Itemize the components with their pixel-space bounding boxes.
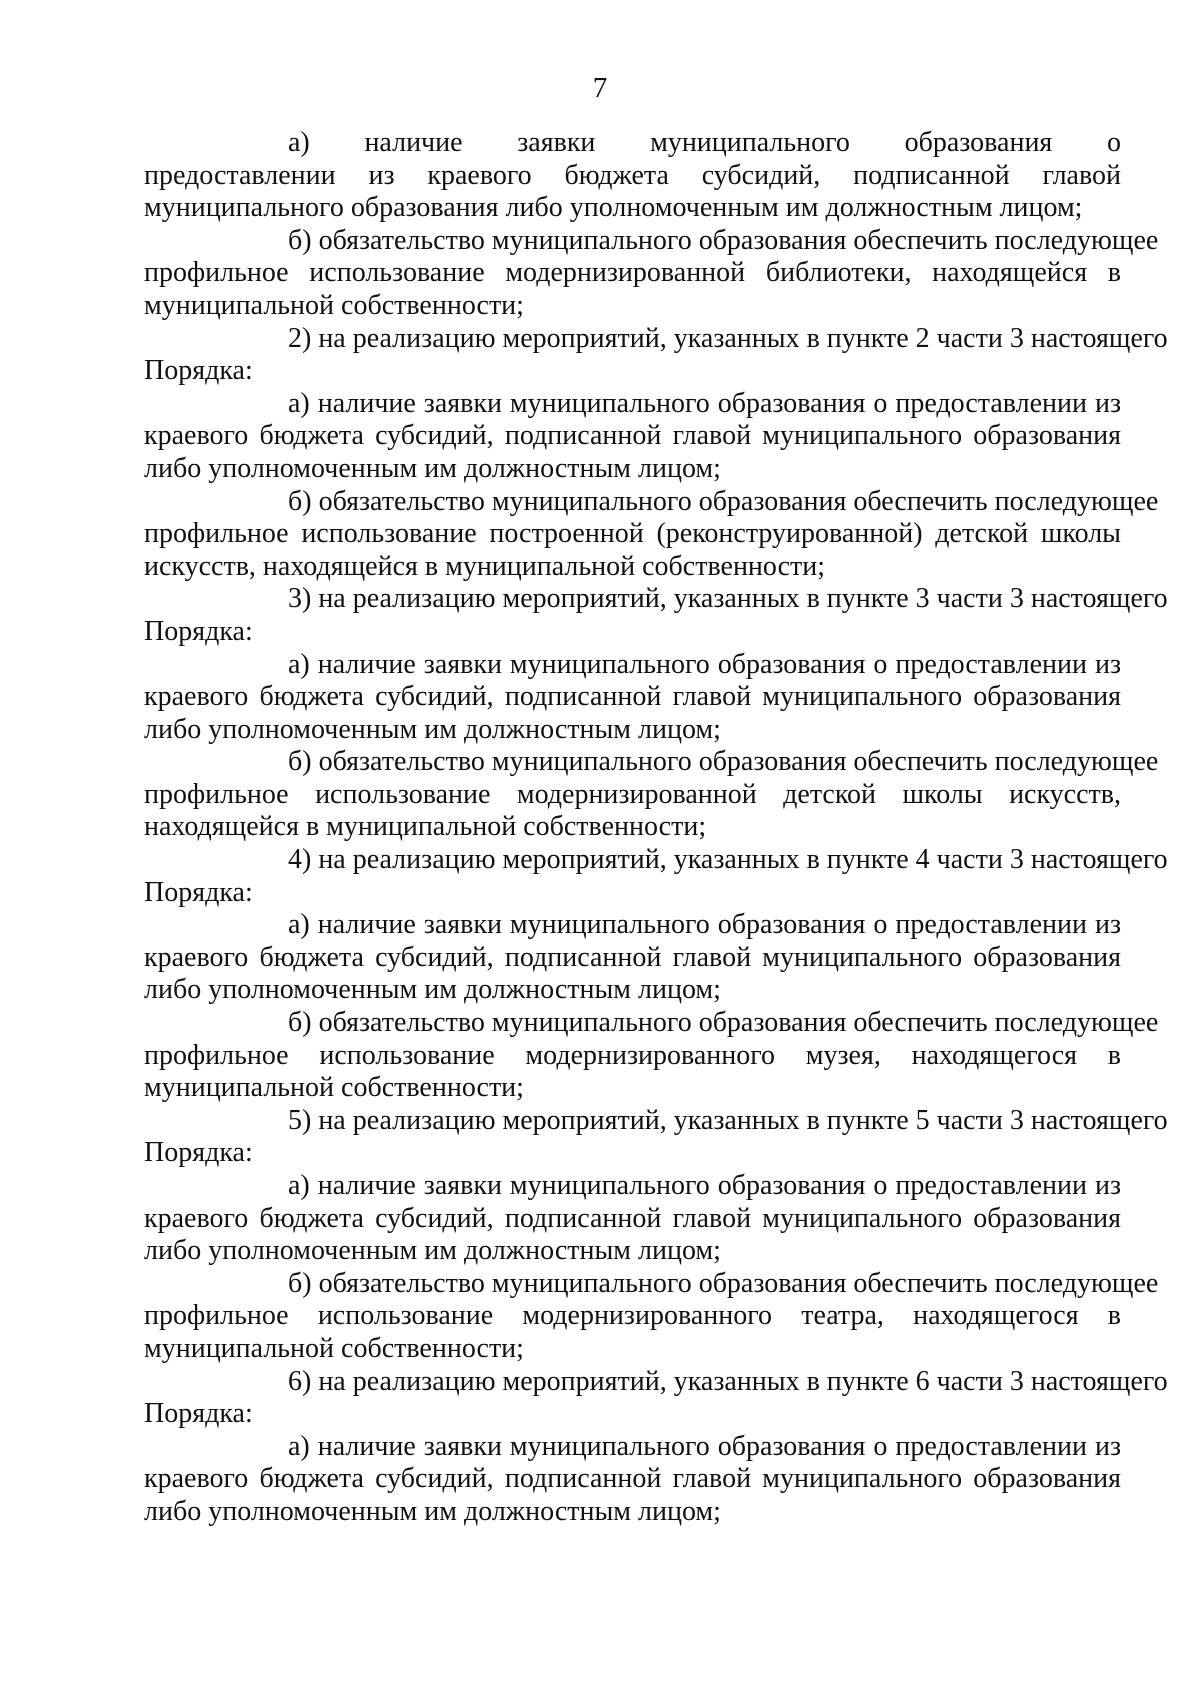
paragraph-first-line: а) наличие заявки муниципального образования о предоставлении из (288, 1170, 1121, 1201)
paragraph-first-line: а) наличие заявки муниципального образования о предоставлении из (288, 1430, 1121, 1462)
paragraph-first-line: 6) на реализацию мероприятий, указанных в пункте 6 части 3 настоящего (288, 1365, 1168, 1397)
paragraph (144, 1170, 1121, 1268)
paragraph-text: Порядка: (144, 876, 253, 908)
paragraph-text: профильное использование модернизированной библиотеки, находящейся в муниципальной собственности; (144, 257, 1121, 321)
paragraph-text: краевого бюджета субсидий, подписанной главой муниципального образования либо уполномоченным им должностным лицом; (144, 420, 1121, 484)
paragraph-text: Порядка: (144, 615, 253, 647)
paragraph-first-line: а) наличие заявки муниципального образования о предоставлении из (288, 648, 1121, 680)
paragraph (144, 1007, 1159, 1105)
paragraph-text: Порядка: (144, 1398, 253, 1430)
paragraph-first-line: а) наличие заявки муниципального образования о предоставлении из (288, 387, 1121, 419)
paragraph-text: краевого бюджета субсидий, подписанной главой муниципального образования либо уполномоченным им должностным лицом; (144, 681, 1121, 745)
paragraph (144, 583, 1168, 648)
paragraph (144, 649, 1121, 747)
paragraph-first-line: б) обязательство муниципального образования обеспечить последующее (288, 1267, 1159, 1299)
paragraph-first-line: 4) на реализацию мероприятий, указанных в пункте 4 части 3 настоящего (288, 844, 1168, 876)
paragraph-text: Порядка: (144, 355, 253, 387)
paragraph-text: профильное использование построенной (реконструированной) детской школы искусств, находящейся в муниципальной собственности; (144, 518, 1121, 582)
paragraph-text: краевого бюджета субсидий, подписанной главой муниципального образования либо уполномоченным им должностным лицом; (144, 1202, 1121, 1267)
paragraph-text: Порядка: (144, 1137, 253, 1169)
paragraph (144, 909, 1121, 1007)
paragraph-first-line: 2) на реализацию мероприятий, указанных в пункте 2 части 3 настоящего (288, 322, 1168, 354)
page-number: 7 (592, 72, 608, 104)
paragraph-first-line: 3) на реализацию мероприятий, указанных в пункте 3 части 3 настоящего (288, 583, 1168, 615)
paragraph (144, 127, 1121, 225)
paragraph-text: профильное использование модернизированного музея, находящегося в муниципальной собственности; (144, 1039, 1121, 1104)
paragraph-text: профильное использование модернизированной детской школы искусств, находящейся в муниципальной собственности; (144, 778, 1121, 843)
paragraph (144, 746, 1159, 844)
paragraph (144, 485, 1159, 584)
paragraph (144, 224, 1159, 323)
paragraph-first-line: а) наличие заявки муниципального образования о предоставлении из (288, 909, 1121, 941)
paragraph-first-line: б) обязательство муниципального образования обеспечить последующее (288, 1007, 1159, 1039)
paragraph-first-line: б) обязательство муниципального образования обеспечить последующее (288, 224, 1159, 256)
paragraph (144, 388, 1121, 486)
paragraph-text: профильное использование модернизированного театра, находящегося в муниципальной собственности; (144, 1300, 1121, 1364)
paragraph-text: краевого бюджета субсидий, подписанной главой муниципального образования либо уполномоченным им должностным лицом; (144, 941, 1121, 1006)
paragraph-first-line: б) обязательство муниципального образования обеспечить последующее (288, 746, 1159, 778)
paragraph-first-line: 5) на реализацию мероприятий, указанных в пункте 5 части 3 настоящего (288, 1104, 1168, 1136)
paragraph-text: краевого бюджета субсидий, подписанной главой муниципального образования либо уполномоченным им должностным лицом; (144, 1463, 1121, 1527)
paragraph (144, 1267, 1159, 1366)
paragraph (144, 1431, 1121, 1529)
paragraph-first-line: а) наличие заявки муниципального образования о (288, 127, 1121, 158)
paragraph-first-line: б) обязательство муниципального образования обеспечить последующее (288, 485, 1159, 517)
paragraph (144, 1365, 1168, 1431)
paragraph (144, 844, 1168, 909)
document-body (144, 127, 1168, 1529)
paragraph (144, 1104, 1168, 1170)
paragraph-text: предоставлении из краевого бюджета субсидий, подписанной главой муниципального образования либо уполномоченным им должностным лицом; (144, 159, 1121, 224)
paragraph (144, 322, 1168, 388)
